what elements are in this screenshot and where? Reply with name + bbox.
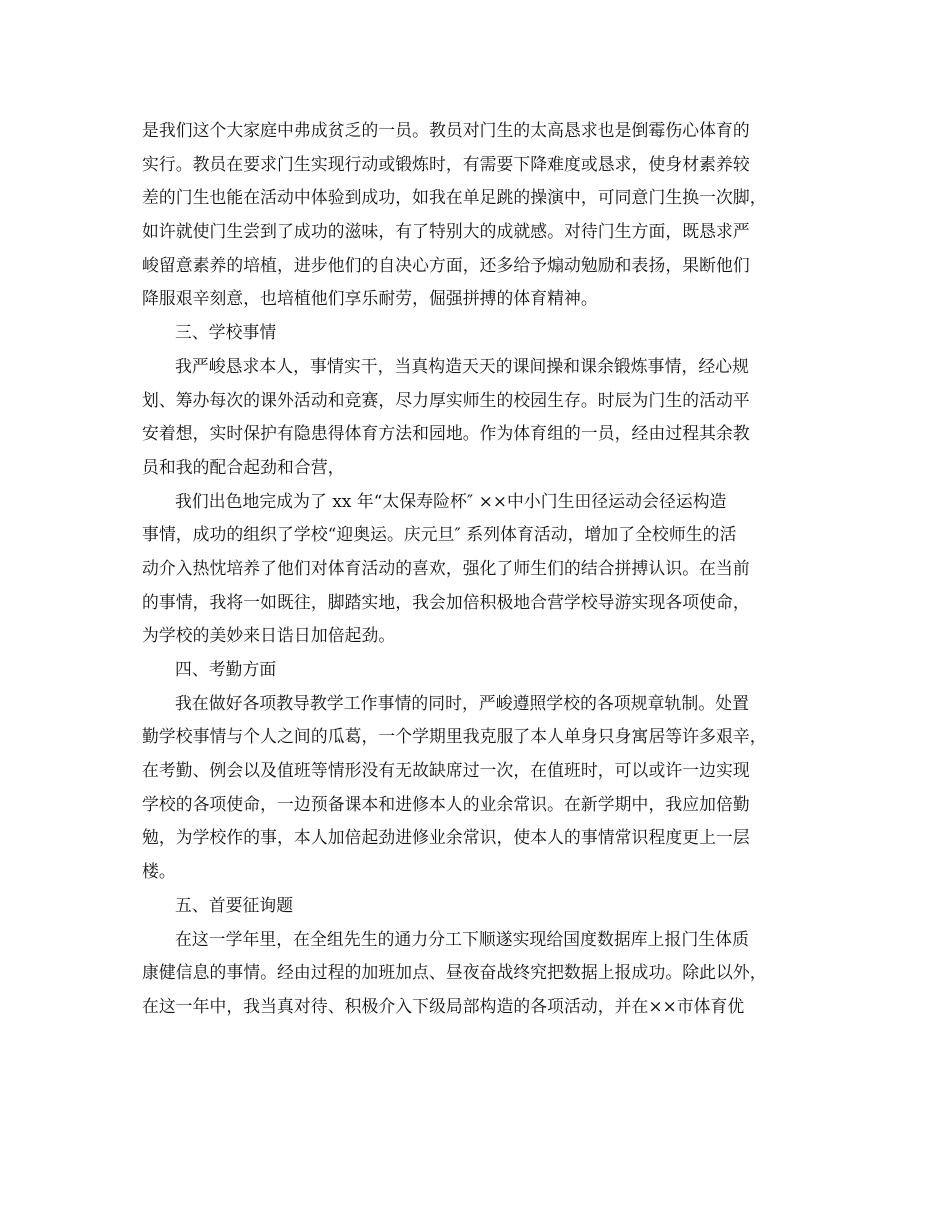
text-line: 是我们这个大家庭中弗成贫乏的一员。教员对门生的太高恳求也是倒霉伤心体育的 [142,120,750,140]
text-line: 为学校的美妙来日诰日加倍起劲。 [142,625,396,646]
text-line: 勤学校事情与个人之间的瓜葛，一个学期里我克服了本人单身只身寓居等许多艰辛， [142,726,767,747]
text-line: 我们出色地完成为了 xx 年“太保寿险杯″ ××中小门生田径运动会径运构造 [175,490,727,511]
text-line: 的事情，我将一如既往，脚踏实地，我会加倍积极地合营学校导游实现各项使命， [142,591,750,612]
text-line: 学校的各项使命，一边预备课本和进修本人的业余常识。在新学期中，我应加倍勤 [142,793,750,814]
text-line: 康健信息的事情。经由过程的加班加点、昼夜奋战终究把数据上报成功。除此以外， [142,962,767,983]
text-line: 如许就使门生尝到了成功的滋味，有了特别大的成就感。对待门生方面，既恳求严 [142,221,750,242]
document-body [142,114,818,1024]
text-line: 峻留意素养的培植，进步他们的自决心方面，还多给予煽动勉励和表扬，果断他们 [142,254,750,275]
text-line: 降服艰辛刻意，也培植他们享乐耐劳，倔强拼搏的体育精神。 [142,288,598,309]
text-line: 勉，为学校作的事，本人加倍起劲进修业余常识，使本人的事情常识程度更上一层 [142,827,750,848]
text-line: 在考勤、例会以及值班等情形没有无故缺席过一次，在值班时，可以或许一边实现 [142,760,750,781]
text-line: 事情，成功的组织了学校“迎奥运。庆元旦″ 系列体育活动，增加了全校师生的活 [142,524,737,545]
text-line: 楼。 [142,861,176,882]
text-line: 动介入热忱培养了他们对体育活动的喜欢，强化了师生们的结合拼搏认识。在当前 [142,557,750,578]
text-line: 差的门生也能在活动中体验到成功，如我在单足跳的操演中，可同意门生换一次脚， [142,187,767,208]
text-line: 五、首要征询题 [175,894,294,915]
text-line: 划、筹办每次的课外活动和竞赛，尽力厚实师生的校园生存。时辰为门生的活动平 [142,389,750,410]
text-line: 在这一年中，我当真对待、积极介入下级局部构造的各项活动，并在××市体育优 [142,995,745,1016]
text-line: 员和我的配合起劲和合营， [142,456,345,477]
text-line: 我在做好各项教导教学工作事情的同时，严峻遵照学校的各项规章轨制。处置 [175,692,749,713]
text-line: 四、考勤方面 [175,659,277,679]
text-line: 我严峻恳求本人，事情实干，当真构造天天的课间操和课余锻炼事情，经心规 [175,355,749,376]
text-line: 三、学校事情 [175,322,277,343]
text-line: 实行。教员在要求门生实现行动或锻炼时，有需要下降难度或恳求，使身材素养较 [142,153,750,174]
text-line: 安着想，实时保护有隐患得体育方法和园地。作为体育组的一员，经由过程其余教 [142,423,750,444]
text-line: 在这一学年里，在全组先生的通力分工下顺遂实现给国度数据库上报门生体质 [175,928,749,949]
